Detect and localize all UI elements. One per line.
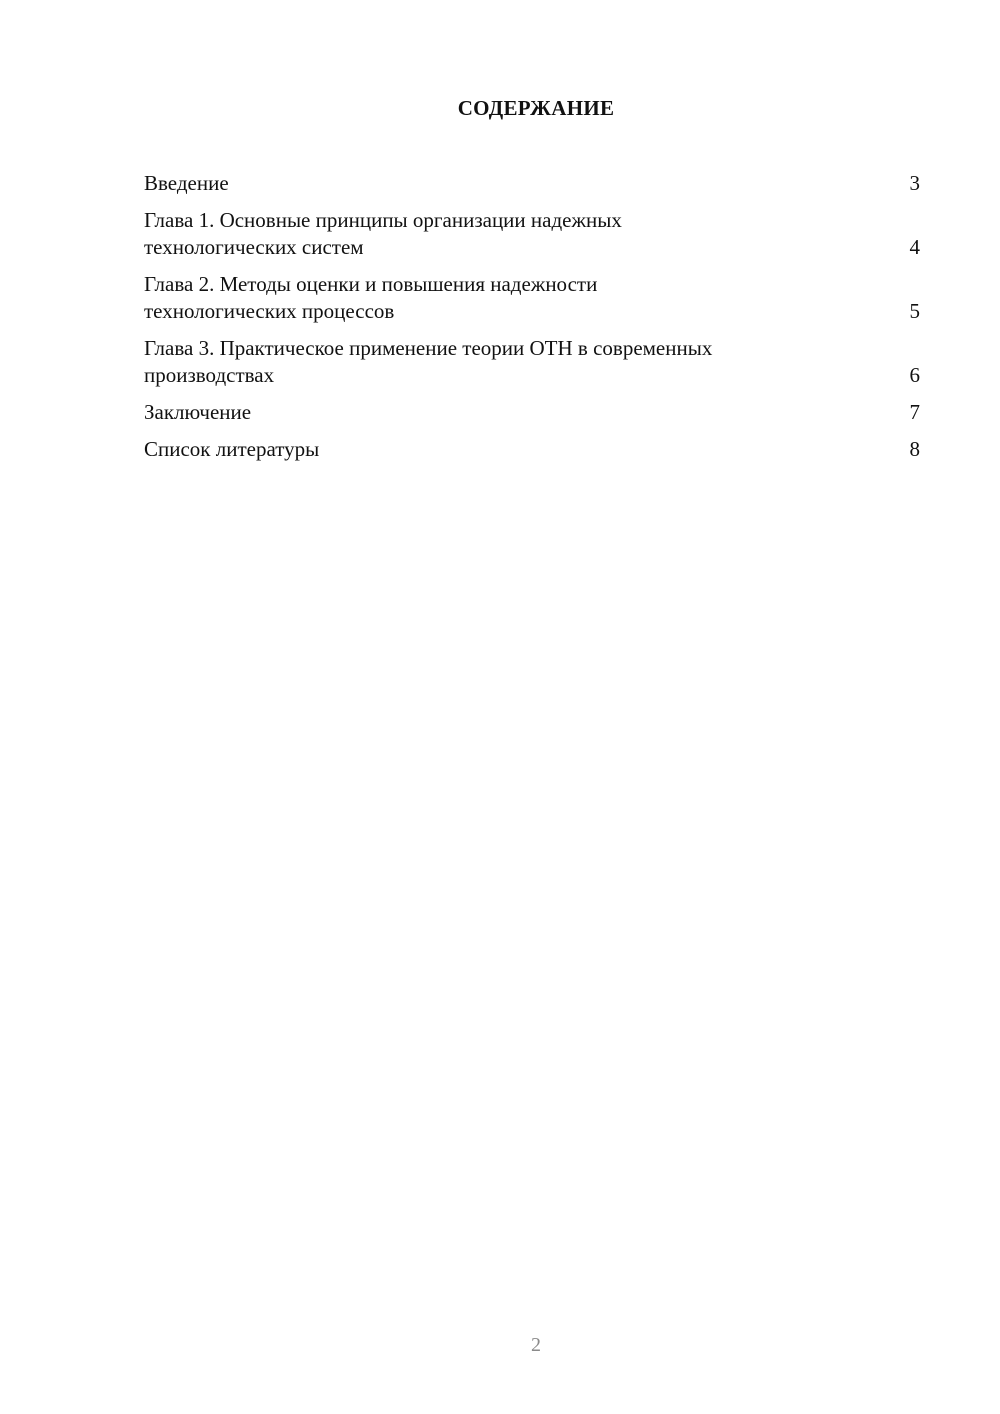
toc-entry-chapter-3 (144, 335, 920, 389)
toc-entry-line: технологических процессов (144, 299, 395, 323)
toc-page-number: 5 (909, 299, 920, 323)
toc-page-number: 7 (909, 400, 920, 424)
toc-entry-conclusion (144, 399, 920, 426)
toc-entry-line: Список литературы (144, 437, 320, 461)
toc-entry-text (144, 335, 712, 389)
toc-page-number: 6 (909, 363, 920, 387)
toc-entry-line: Глава 2. Методы оценки и повышения надежности (144, 272, 598, 296)
toc-entry-line: Глава 1. Основные принципы организации надежных (144, 208, 622, 232)
toc-entry-chapter-1 (144, 207, 920, 261)
toc-entry-text (144, 207, 622, 261)
toc-entry-line: технологических систем (144, 235, 364, 259)
toc-entry-line: производствах (144, 363, 275, 387)
toc-entry-text (144, 271, 597, 325)
toc-page-number: 3 (909, 171, 920, 195)
toc-entry-text (144, 170, 229, 197)
page-title: СОДЕРЖАНИЕ (457, 96, 615, 120)
page-number: 2 (531, 1334, 541, 1356)
toc-entry-text (144, 436, 319, 463)
toc-entry-chapter-2 (144, 271, 920, 325)
toc-entry-references (144, 436, 920, 463)
toc-page-number: 8 (909, 437, 920, 461)
toc-entry-introduction (144, 170, 920, 197)
table-of-contents (144, 170, 920, 473)
toc-entry-line: Глава 3. Практическое применение теории ОТН в современных (144, 336, 713, 360)
toc-entry-line: Введение (144, 171, 229, 195)
toc-entry-line: Заключение (144, 400, 252, 424)
toc-page-number: 4 (909, 235, 920, 259)
toc-entry-text (144, 399, 251, 426)
